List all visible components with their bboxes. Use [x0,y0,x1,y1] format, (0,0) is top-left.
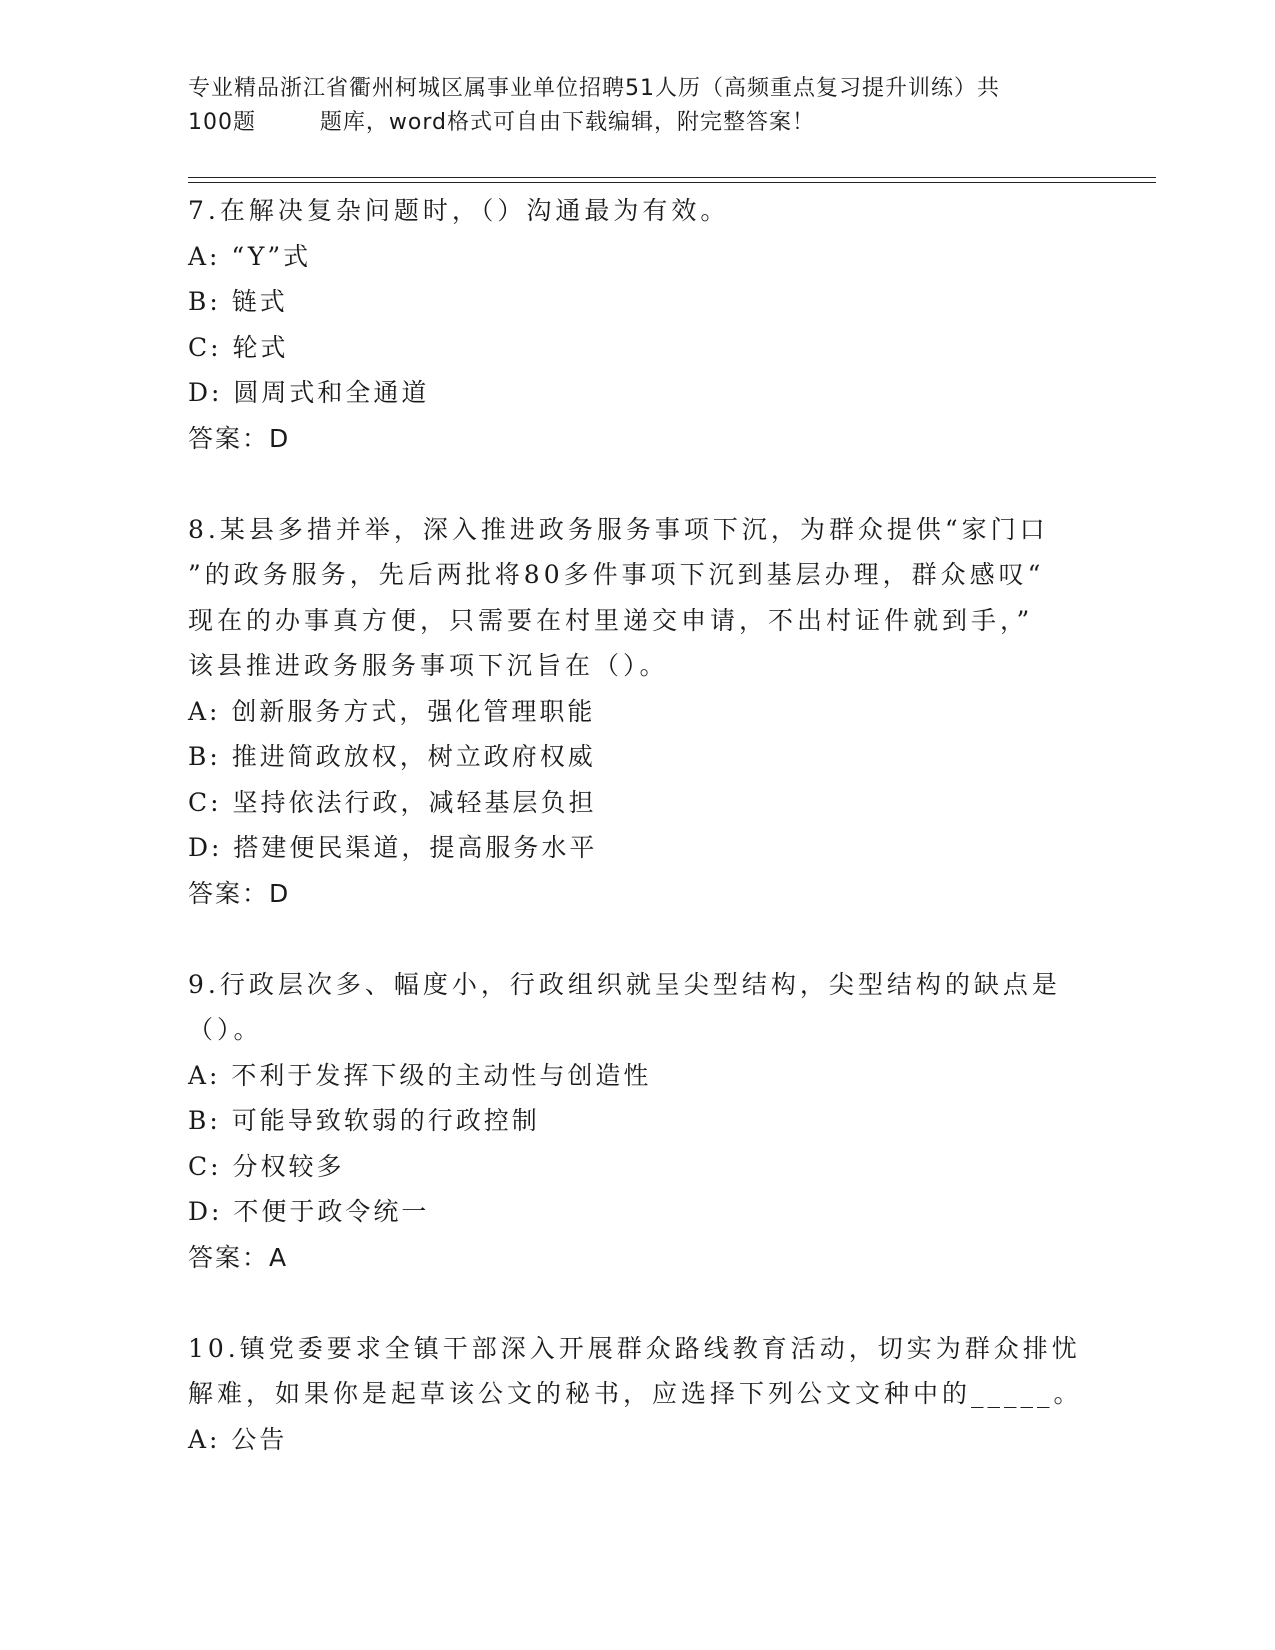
question-10 [188,1326,1108,1463]
question-stem: 该县推进政务服务事项下沉旨在（）。 [188,651,669,680]
option-a: A: “Y”式 [188,241,312,271]
document-header [188,72,1108,140]
header-title-line1: 专业精品浙江省衢州柯城区属事业单位招聘51人历（高频重点复习提升训练）共 [188,76,1000,101]
question-list [188,188,1108,1462]
question-7 [188,188,1108,461]
option-b: B: 推进简政放权，树立政府权威 [188,742,596,771]
question-stem: 8.某县多措并举，深入推进政务服务事项下沉，为群众提供“家门口 [188,514,1049,544]
question-stem: 解难，如果你是起草该公文的秘书，应选择下列公文文种中的_____。 [188,1379,1083,1408]
question-stem: 9.行政层次多、幅度小，行政组织就呈尖型结构，尖型结构的缺点是 [188,969,1061,999]
question-stem: 10.镇党委要求全镇干部深入开展群众路线教育活动，切实为群众排忧 [188,1333,1081,1363]
question-stem: 7.在解决复杂问题时，（）沟通最为有效。 [188,196,730,225]
answer-line: 答案：D [188,878,291,908]
option-d: D: 不便于政令统一 [188,1197,430,1226]
question-spacer [188,1280,1108,1326]
option-a: A: 公告 [188,1424,288,1454]
question-spacer [188,461,1108,507]
header-title-line2: 100题 题库，word格式可自由下载编辑，附完整答案！ [188,110,816,135]
option-a: A: 不利于发挥下级的主动性与创造性 [188,1060,652,1090]
question-spacer [188,916,1108,962]
option-c: C: 分权较多 [188,1151,345,1181]
option-c: C: 轮式 [188,332,289,362]
answer-line: 答案：A [188,1242,289,1272]
option-c: C: 坚持依法行政，减轻基层负担 [188,787,597,817]
header-divider-bottom [188,182,1156,183]
question-9 [188,962,1108,1281]
option-d: D: 搭建便民渠道，提高服务水平 [188,833,598,862]
answer-line: 答案：D [188,423,291,453]
option-d: D: 圆周式和全通道 [188,378,430,407]
option-a: A: 创新服务方式，强化管理职能 [188,696,596,726]
option-b: B: 可能导致软弱的行政控制 [188,1106,540,1135]
header-divider-top [188,177,1156,178]
option-b: B: 链式 [188,287,288,316]
question-8 [188,507,1108,917]
question-stem: （）。 [188,1015,263,1044]
question-stem: 现在的办事真方便，只需要在村里递交申请，不出村证件就到手，” [188,605,1034,635]
question-stem: ”的政务服务，先后两批将80多件事项下沉到基层办理，群众感叹“ [188,560,1045,589]
